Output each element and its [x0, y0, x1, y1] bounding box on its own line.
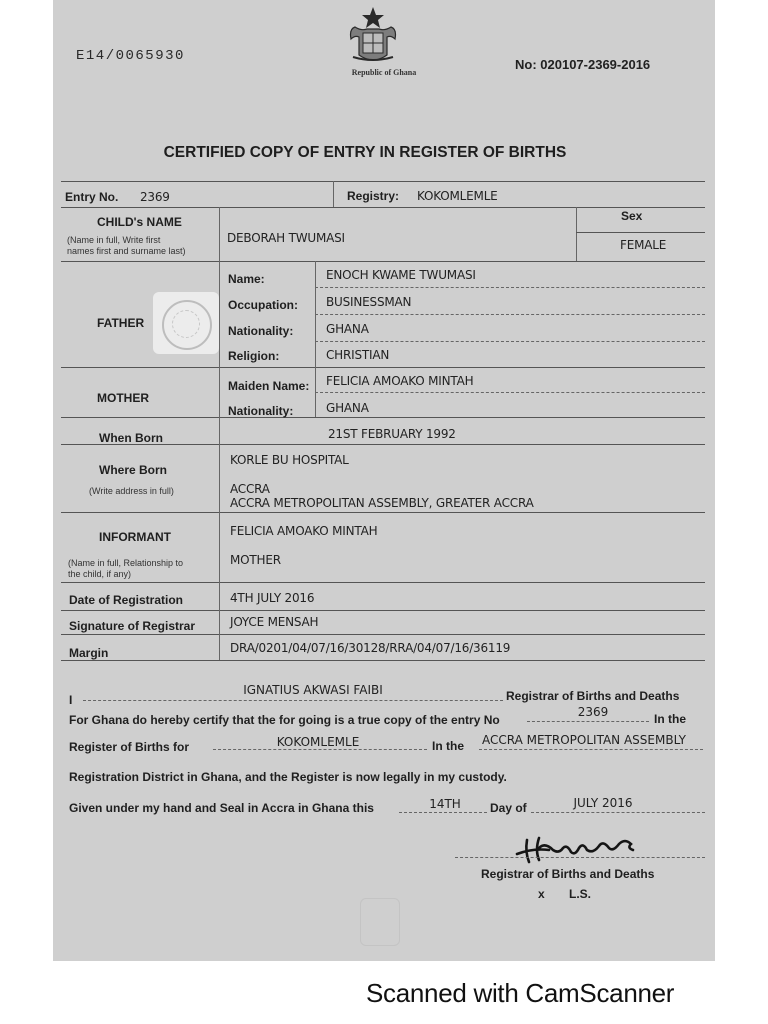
where-born-line-3: ACCRA METROPOLITAN ASSEMBLY, GREATER ACCRA [230, 496, 534, 510]
document-number: No: 020107-2369-2016 [515, 57, 651, 72]
father-religion-label: Religion: [228, 349, 280, 363]
where-born-line-1: KORLE BU HOSPITAL [230, 453, 349, 467]
row-line [61, 261, 705, 262]
father-occupation-value: BUSINESSMAN [326, 295, 412, 309]
ghana-coat-of-arms-icon [345, 5, 401, 67]
father-name-value: ENOCH KWAME TWUMASI [326, 268, 476, 282]
entry-no-label: Entry No. [65, 190, 119, 204]
row-line [61, 367, 705, 368]
cert-day-of: Day of [490, 801, 527, 815]
cert-day: 14TH [429, 797, 461, 811]
informant-label: INFORMANT [99, 530, 171, 544]
margin-label: Margin [69, 646, 109, 660]
row-line [61, 582, 705, 583]
cert-line-2: For Ghana do hereby certify that the for going is a true copy of the entry No [69, 713, 500, 727]
field-line [315, 287, 705, 288]
mother-nationality-value: GHANA [326, 401, 369, 415]
child-name-value: DEBORAH TWUMASI [227, 231, 345, 245]
father-name-label: Name: [228, 272, 265, 286]
child-name-label: CHILD's NAME [97, 215, 182, 229]
document-title: CERTIFIED COPY OF ENTRY IN REGISTER OF BIRTHS [163, 144, 567, 161]
emblem-caption: Republic of Ghana [351, 68, 417, 77]
sex-value: FEMALE [620, 238, 667, 252]
cert-assembly: ACCRA METROPOLITAN ASSEMBLY [481, 733, 687, 747]
table-bottom-line [61, 660, 705, 661]
row-line [61, 417, 705, 418]
where-born-hint: (Write address in full) [89, 486, 174, 496]
informant-name-value: FELICIA AMOAKO MINTAH [230, 524, 378, 538]
father-nationality-label: Nationality: [228, 324, 294, 338]
column-divider [333, 181, 334, 207]
column-divider [315, 261, 316, 417]
mother-label: MOTHER [97, 391, 149, 405]
child-name-hint-1: (Name in full, Write first [67, 235, 161, 245]
ls-label: L.S. [569, 887, 592, 901]
father-nationality-value: GHANA [326, 322, 369, 336]
mother-maiden-value: FELICIA AMOAKO MINTAH [326, 374, 474, 388]
mother-nationality-label: Nationality: [228, 404, 294, 418]
row-line [61, 634, 705, 635]
signature-of-registrar-label: Signature of Registrar [69, 619, 196, 633]
entry-no-value: 2369 [140, 190, 170, 204]
field-line [315, 392, 705, 393]
column-divider [576, 207, 577, 261]
cert-in-the-2: In the [432, 739, 464, 753]
informant-hint-2: the child, if any) [68, 569, 132, 579]
field-line [315, 341, 705, 342]
when-born-value: 21ST FEBRUARY 1992 [328, 427, 456, 441]
signature-of-registrar-value: JOYCE MENSAH [230, 615, 319, 629]
column-divider [219, 207, 220, 660]
cert-register-for: KOKOMLEMLE [276, 735, 360, 749]
cert-day-line [399, 812, 487, 813]
serial-number: E14/0065930 [76, 48, 185, 64]
registrar-signature-icon [513, 832, 643, 864]
registry-stamp [153, 292, 219, 354]
cert-assembly-line [479, 749, 703, 750]
signatory-title: Registrar of Births and Deaths [481, 867, 655, 881]
row-line [61, 610, 705, 611]
cert-registrar-title: Registrar of Births and Deaths [506, 689, 680, 703]
cert-month-line [531, 812, 705, 813]
row-line [61, 512, 705, 513]
cert-line-4: Registration District in Ghana, and the Register is now legally in my custody. [69, 770, 507, 784]
cert-i-label: I [69, 693, 73, 707]
father-occupation-label: Occupation: [228, 298, 299, 312]
row-line [61, 207, 705, 208]
child-name-hint-2: names first and surname last) [67, 246, 186, 256]
cert-entry-no: 2369 [577, 705, 609, 719]
field-line [315, 314, 705, 315]
cert-line-3: Register of Births for [69, 740, 190, 754]
camscanner-watermark: Scanned with CamScanner [366, 978, 675, 1008]
father-religion-value: CHRISTIAN [326, 348, 390, 362]
registry-label: Registry: [347, 189, 400, 203]
ls-mark: x [538, 887, 545, 901]
where-born-label: Where Born [99, 463, 168, 477]
birth-certificate [53, 0, 715, 961]
table-top-line [61, 181, 705, 182]
margin-value: DRA/0201/04/07/16/30128/RRA/04/07/16/36119 [230, 641, 511, 655]
registry-value: KOKOMLEMLE [417, 189, 498, 203]
cert-line-5: Given under my hand and Seal in Accra in Ghana this [69, 801, 374, 815]
date-of-registration-value: 4TH JULY 2016 [230, 591, 315, 605]
where-born-line-2: ACCRA [230, 482, 270, 496]
stamp-core [172, 310, 200, 338]
date-of-registration-label: Date of Registration [69, 593, 184, 607]
registrar-name-line [83, 700, 503, 701]
cert-register-line [213, 749, 427, 750]
cert-entry-line [527, 721, 649, 722]
cert-in-the: In the [654, 712, 686, 726]
embossed-seal-icon [360, 898, 400, 946]
mother-maiden-label: Maiden Name: [228, 379, 310, 393]
informant-relationship-value: MOTHER [230, 553, 281, 567]
informant-hint-1: (Name in full, Relationship to [68, 558, 184, 568]
signature-line [455, 857, 705, 858]
father-label: FATHER [97, 316, 145, 330]
cert-month-year: JULY 2016 [573, 796, 633, 810]
cert-registrar-name: IGNATIUS AKWASI FAIBI [243, 683, 383, 697]
when-born-label: When Born [99, 431, 163, 445]
sex-divider [576, 232, 705, 233]
sex-label: Sex [621, 209, 643, 223]
